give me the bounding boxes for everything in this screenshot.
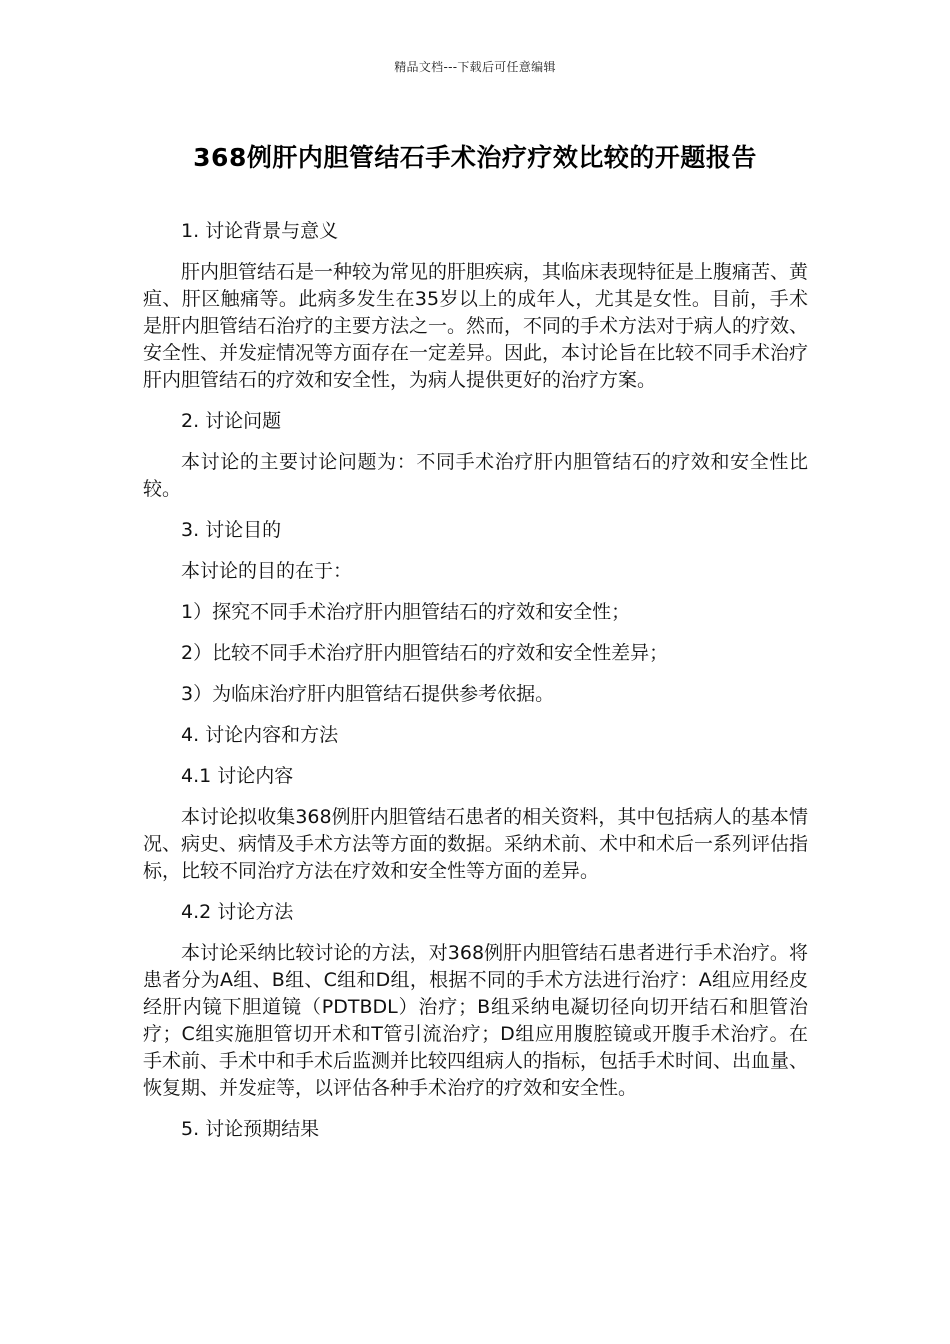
document-body bbox=[143, 218, 808, 1157]
page-watermark: 精品文档---下载后可任意编辑 bbox=[394, 60, 556, 74]
list-item: 3）为临床治疗肝内胆管结石提供参考依据。 bbox=[181, 683, 555, 705]
subsection-heading: 4.2 讨论方法 bbox=[181, 901, 294, 923]
document-title: 368例肝内胆管结石手术治疗疗效比较的开题报告 bbox=[193, 143, 757, 172]
section-heading: 2. 讨论问题 bbox=[181, 410, 282, 432]
section-heading: 4. 讨论内容和方法 bbox=[181, 724, 339, 746]
paragraph: 本讨论拟收集368例肝内胆管结石患者的相关资料，其中包括病人的基本情况、病史、病情及手术方法等方面的数据。采纳术前、术中和术后一系列评估指标，比较不同治疗方法在疗效和安全性等方面的差异。 bbox=[143, 806, 809, 882]
list-item: 2）比较不同手术治疗肝内胆管结石的疗效和安全性差异； bbox=[181, 642, 669, 664]
section-heading: 1. 讨论背景与意义 bbox=[181, 220, 339, 242]
paragraph: 肝内胆管结石是一种较为常见的肝胆疾病，其临床表现特征是上腹痛苦、黄疸、肝区触痛等。此病多发生在35岁以上的成年人，尤其是女性。目前，手术是肝内胆管结石治疗的主要方法之一。然而，不同的手术方法对于病人的疗效、安全性、并发症情况等方面存在一定差异。因此，本讨论旨在比较不同手术治疗肝内胆管结石的疗效和安全性，为病人提供更好的治疗方案。 bbox=[143, 261, 809, 391]
paragraph: 本讨论的主要讨论问题为：不同手术治疗肝内胆管结石的疗效和安全性比较。 bbox=[143, 451, 808, 500]
subsection-heading: 4.1 讨论内容 bbox=[181, 765, 294, 787]
section-heading: 5. 讨论预期结果 bbox=[181, 1118, 320, 1140]
section-heading: 3. 讨论目的 bbox=[181, 519, 282, 541]
paragraph: 本讨论的目的在于： bbox=[181, 560, 353, 582]
paragraph: 本讨论采纳比较讨论的方法，对368例肝内胆管结石患者进行手术治疗。将患者分为A组、B组、C组和D组，根据不同的手术方法进行治疗：A组应用经皮经肝内镜下胆道镜（PDTBDL）治疗；B组采纳电凝切径向切开结石和胆管治疗；C组实施胆管切开术和T管引流治疗；D组应用腹腔镜或开腹手术治疗。在手术前、手术中和手术后监测并比较四组病人的指标，包括手术时间、出血量、恢复期、并发症等，以评估各种手术治疗的疗效和安全性。 bbox=[143, 942, 809, 1099]
list-item: 1）探究不同手术治疗肝内胆管结石的疗效和安全性； bbox=[181, 601, 631, 623]
